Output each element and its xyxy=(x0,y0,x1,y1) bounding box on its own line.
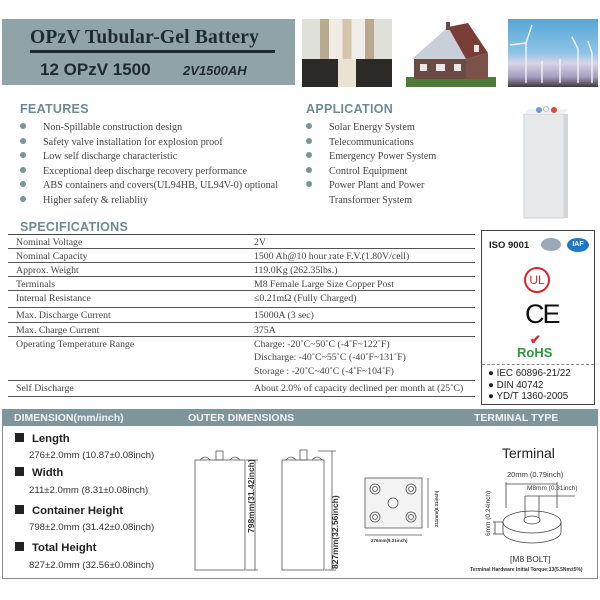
torque-note: Terminal Hardware Initial Torque:13(5.5Nm±5%) xyxy=(470,567,583,573)
terminal-drawing xyxy=(485,470,595,560)
list-item: ● DIN 40742 xyxy=(488,379,544,391)
specifications-table xyxy=(8,234,475,397)
rohs-check-icon: ✔ xyxy=(530,332,541,347)
bullet-icon xyxy=(20,196,26,202)
bullet-icon xyxy=(20,181,26,187)
rohs-mark: RoHS xyxy=(517,345,553,360)
specifications-heading: SPECIFICATIONS xyxy=(20,220,129,234)
bullet-icon xyxy=(306,123,312,129)
container-height-label: Container Height xyxy=(15,505,123,517)
outer-dimensions-heading: OUTER DIMENSIONS xyxy=(188,412,295,424)
list-item: Low self discharge characteristic xyxy=(20,150,278,165)
features-list xyxy=(20,121,278,209)
terminal-title: Terminal xyxy=(502,445,555,461)
features-heading: FEATURES xyxy=(20,102,89,116)
square-bullet-icon xyxy=(15,467,24,476)
bullet-icon xyxy=(20,123,26,129)
table-row: Nominal Capacity 1500 Ah@10 hour rate F.V.(1.80V/cell) xyxy=(8,249,475,263)
list-item: ABS containers and covers(UL94HB, UL94V-0) optional xyxy=(20,179,278,194)
list-item: ● YD/T 1360-2005 xyxy=(488,391,569,402)
square-bullet-icon xyxy=(15,433,24,442)
length-value: 276±2.0mm (10.87±0.08inch) xyxy=(29,450,155,461)
title-underline xyxy=(30,50,275,53)
list-item: Non-Spillable construction design xyxy=(20,121,278,136)
table-row: Max. Charge Current 375A xyxy=(8,323,475,337)
bullet-icon xyxy=(20,152,26,158)
iaf-badge: IAF xyxy=(567,238,589,252)
bullet-icon xyxy=(306,152,312,158)
certifications-box xyxy=(481,230,595,405)
solar-house-photo xyxy=(406,19,496,87)
ce-mark-icon: CE xyxy=(525,299,559,329)
list-item-continued: Transformer System xyxy=(329,194,413,206)
control-room-photo xyxy=(302,19,392,87)
table-row: Operating Temperature Range Charge: -20˚C~50˚C (-4˚F~122˚F) Discharge: -40˚C~55˚C (-40˚F~131˚F) Storage : -20˚C~40˚C (-4˚F~104˚F) xyxy=(8,337,475,381)
voltage-capacity-rating: 2V1500AH xyxy=(183,63,247,78)
list-item: Exceptional deep discharge recovery performance xyxy=(20,165,278,180)
list-item: Power Plant and Power xyxy=(306,179,436,194)
bullet-icon xyxy=(306,181,312,187)
total-height-dim-label: 827mm(32.56inch) xyxy=(330,495,340,569)
bolt-label: [M8 BOLT] xyxy=(510,554,551,564)
list-item: Telecommunications xyxy=(306,136,436,151)
model-number: 12 OPzV 1500 xyxy=(40,60,151,79)
product-title: OPzV Tubular-Gel Battery xyxy=(30,27,260,48)
bullet-icon xyxy=(20,138,26,144)
iso-label: ISO 9001 xyxy=(489,240,530,251)
square-bullet-icon xyxy=(15,505,24,514)
application-list xyxy=(306,121,436,209)
terminal-type-heading: TERMINAL TYPE xyxy=(474,412,559,424)
list-item: ● IEC 60896-21/22 xyxy=(488,368,571,379)
certification-globe-icon xyxy=(541,238,561,251)
table-row: Terminals M8 Female Large Size Copper Post xyxy=(8,277,475,291)
width-value: 211±2.0mm (8.31±0.08inch) xyxy=(29,485,149,496)
square-bullet-icon xyxy=(15,542,24,551)
bullet-icon xyxy=(306,167,312,173)
wind-turbines-photo xyxy=(508,19,598,87)
length-label: Length xyxy=(15,433,70,445)
bullet-icon xyxy=(306,138,312,144)
width-label: Width xyxy=(15,467,63,479)
total-height-label: Total Height xyxy=(15,542,96,554)
table-row: Max. Discharge Current 15000A (3 sec) xyxy=(8,308,475,323)
application-heading: APPLICATION xyxy=(306,102,394,116)
outer-diameter-label: 20mm (0.79inch) xyxy=(507,470,564,479)
table-row: Self Discharge About 2.0% of capacity declined per month at (25˚C) xyxy=(8,381,475,397)
top-width-dim-label: 211mm(8.31inch) xyxy=(434,490,439,527)
list-item: Solar Energy System xyxy=(306,121,436,136)
total-height-value: 827±2.0mm (32.56±0.08inch) xyxy=(29,560,155,571)
battery-product-image xyxy=(514,104,574,222)
list-item: Control Equipment xyxy=(306,165,436,180)
container-height-value: 798±2.0mm (31.42±0.08inch) xyxy=(29,522,155,533)
table-row: Internal Resistance ≤0.21mΩ (Fully Charged) xyxy=(8,291,475,308)
table-row: Approx. Weight 119.0Kg (262.35lbs.) xyxy=(8,263,475,277)
inner-diameter-label: M8mm (0.31inch) xyxy=(527,485,578,492)
list-item: Emergency Power System xyxy=(306,150,436,165)
bullet-icon xyxy=(20,167,26,173)
standards-list xyxy=(488,368,571,403)
list-item: Safety valve installation for explosion proof xyxy=(20,136,278,151)
top-length-dim-label: 276mm(9.21inch) xyxy=(371,538,408,543)
table-row: Nominal Voltage 2V xyxy=(8,235,475,249)
divider xyxy=(482,364,594,365)
dimension-heading: DIMENSION(mm/inch) xyxy=(14,412,124,424)
terminal-height-label: 6mm (0.24inch) xyxy=(485,490,492,536)
list-item: Higher safety & reliablity xyxy=(20,194,278,209)
container-height-dim-label: 798mm(31.42inch) xyxy=(246,459,256,533)
outer-dimensions-drawing xyxy=(190,445,455,575)
ul-mark-icon: UL xyxy=(524,267,550,293)
